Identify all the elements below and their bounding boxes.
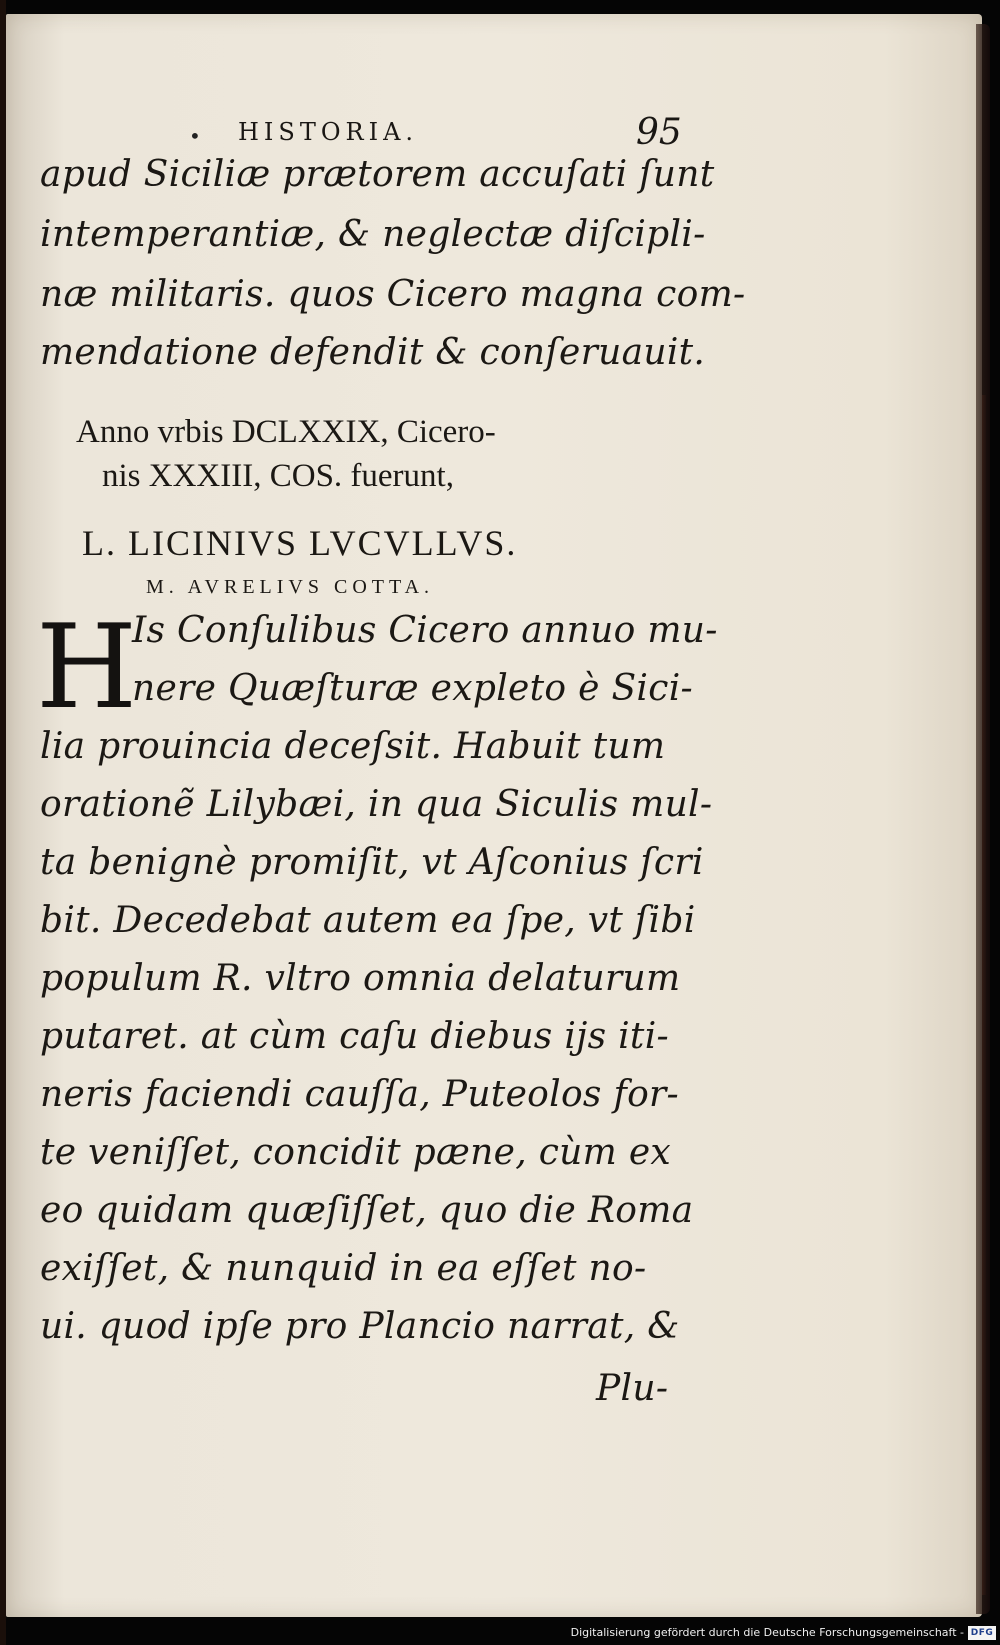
text-line: populum R. vltro omnia delaturum [40,958,681,999]
book-page [6,14,982,1617]
text-line: næ militaris. quos Cicero magna com- [40,274,746,315]
text-line: putaret. at cùm caſu diebus ijs iti- [40,1016,669,1057]
catchword: Plu- [596,1368,669,1409]
text-line: apud Siciliæ prætorem accuſati ſunt [40,154,715,195]
text-line: neris faciendi cauſſa, Puteolos for- [40,1074,680,1115]
running-head: HISTORIA. [238,118,419,146]
text-line: orationẽ Lilybæi, in qua Siculis mul- [40,784,713,825]
text-line: mendatione defendit & conſeruauit. [40,332,706,373]
year-line: nis XXXIII, COS. fuerunt, [102,458,454,494]
funding-notice: Digitalisierung gefördert durch die Deutsche Forschungsgemeinschaft - [570,1626,964,1639]
header-ornament: • [189,124,201,148]
consul-name: M. AVRELIVS COTTA. [146,576,435,598]
page-edge-shadow [976,24,990,1614]
page-header [6,114,982,154]
drop-cap: H [36,600,138,735]
text-line: bit. Decedebat autem ea ſpe, vt ſibi [40,900,696,941]
text-line: intemperantiæ, & neglectæ diſcipli- [40,214,706,255]
text-line: Is Conſulibus Cicero annuo mu- [132,610,718,651]
text-line: exiſſet, & nunquid in ea eſſet no- [40,1248,647,1289]
digitization-footer [570,1625,1000,1643]
text-line: ta benignè promiſit, vt Aſconius ſcri [40,842,704,883]
text-line: te veniſſet, concidit pæne, cùm ex [40,1132,672,1173]
dfg-logo: DFG [968,1626,996,1640]
year-line: Anno vrbis DCLXXIX, Cicero- [76,414,496,450]
consul-name: L. LICINIVS LVCVLLVS. [82,523,518,563]
text-line: eo quidam quæſiſſet, quo die Roma [40,1190,694,1231]
text-line: lia prouincia deceſsit. Habuit tum [40,726,666,767]
text-line: nere Quæſturæ expleto è Sici- [132,668,693,709]
text-line: ui. quod ipſe pro Plancio narrat, & [40,1306,680,1347]
page-number: 95 [636,112,682,153]
